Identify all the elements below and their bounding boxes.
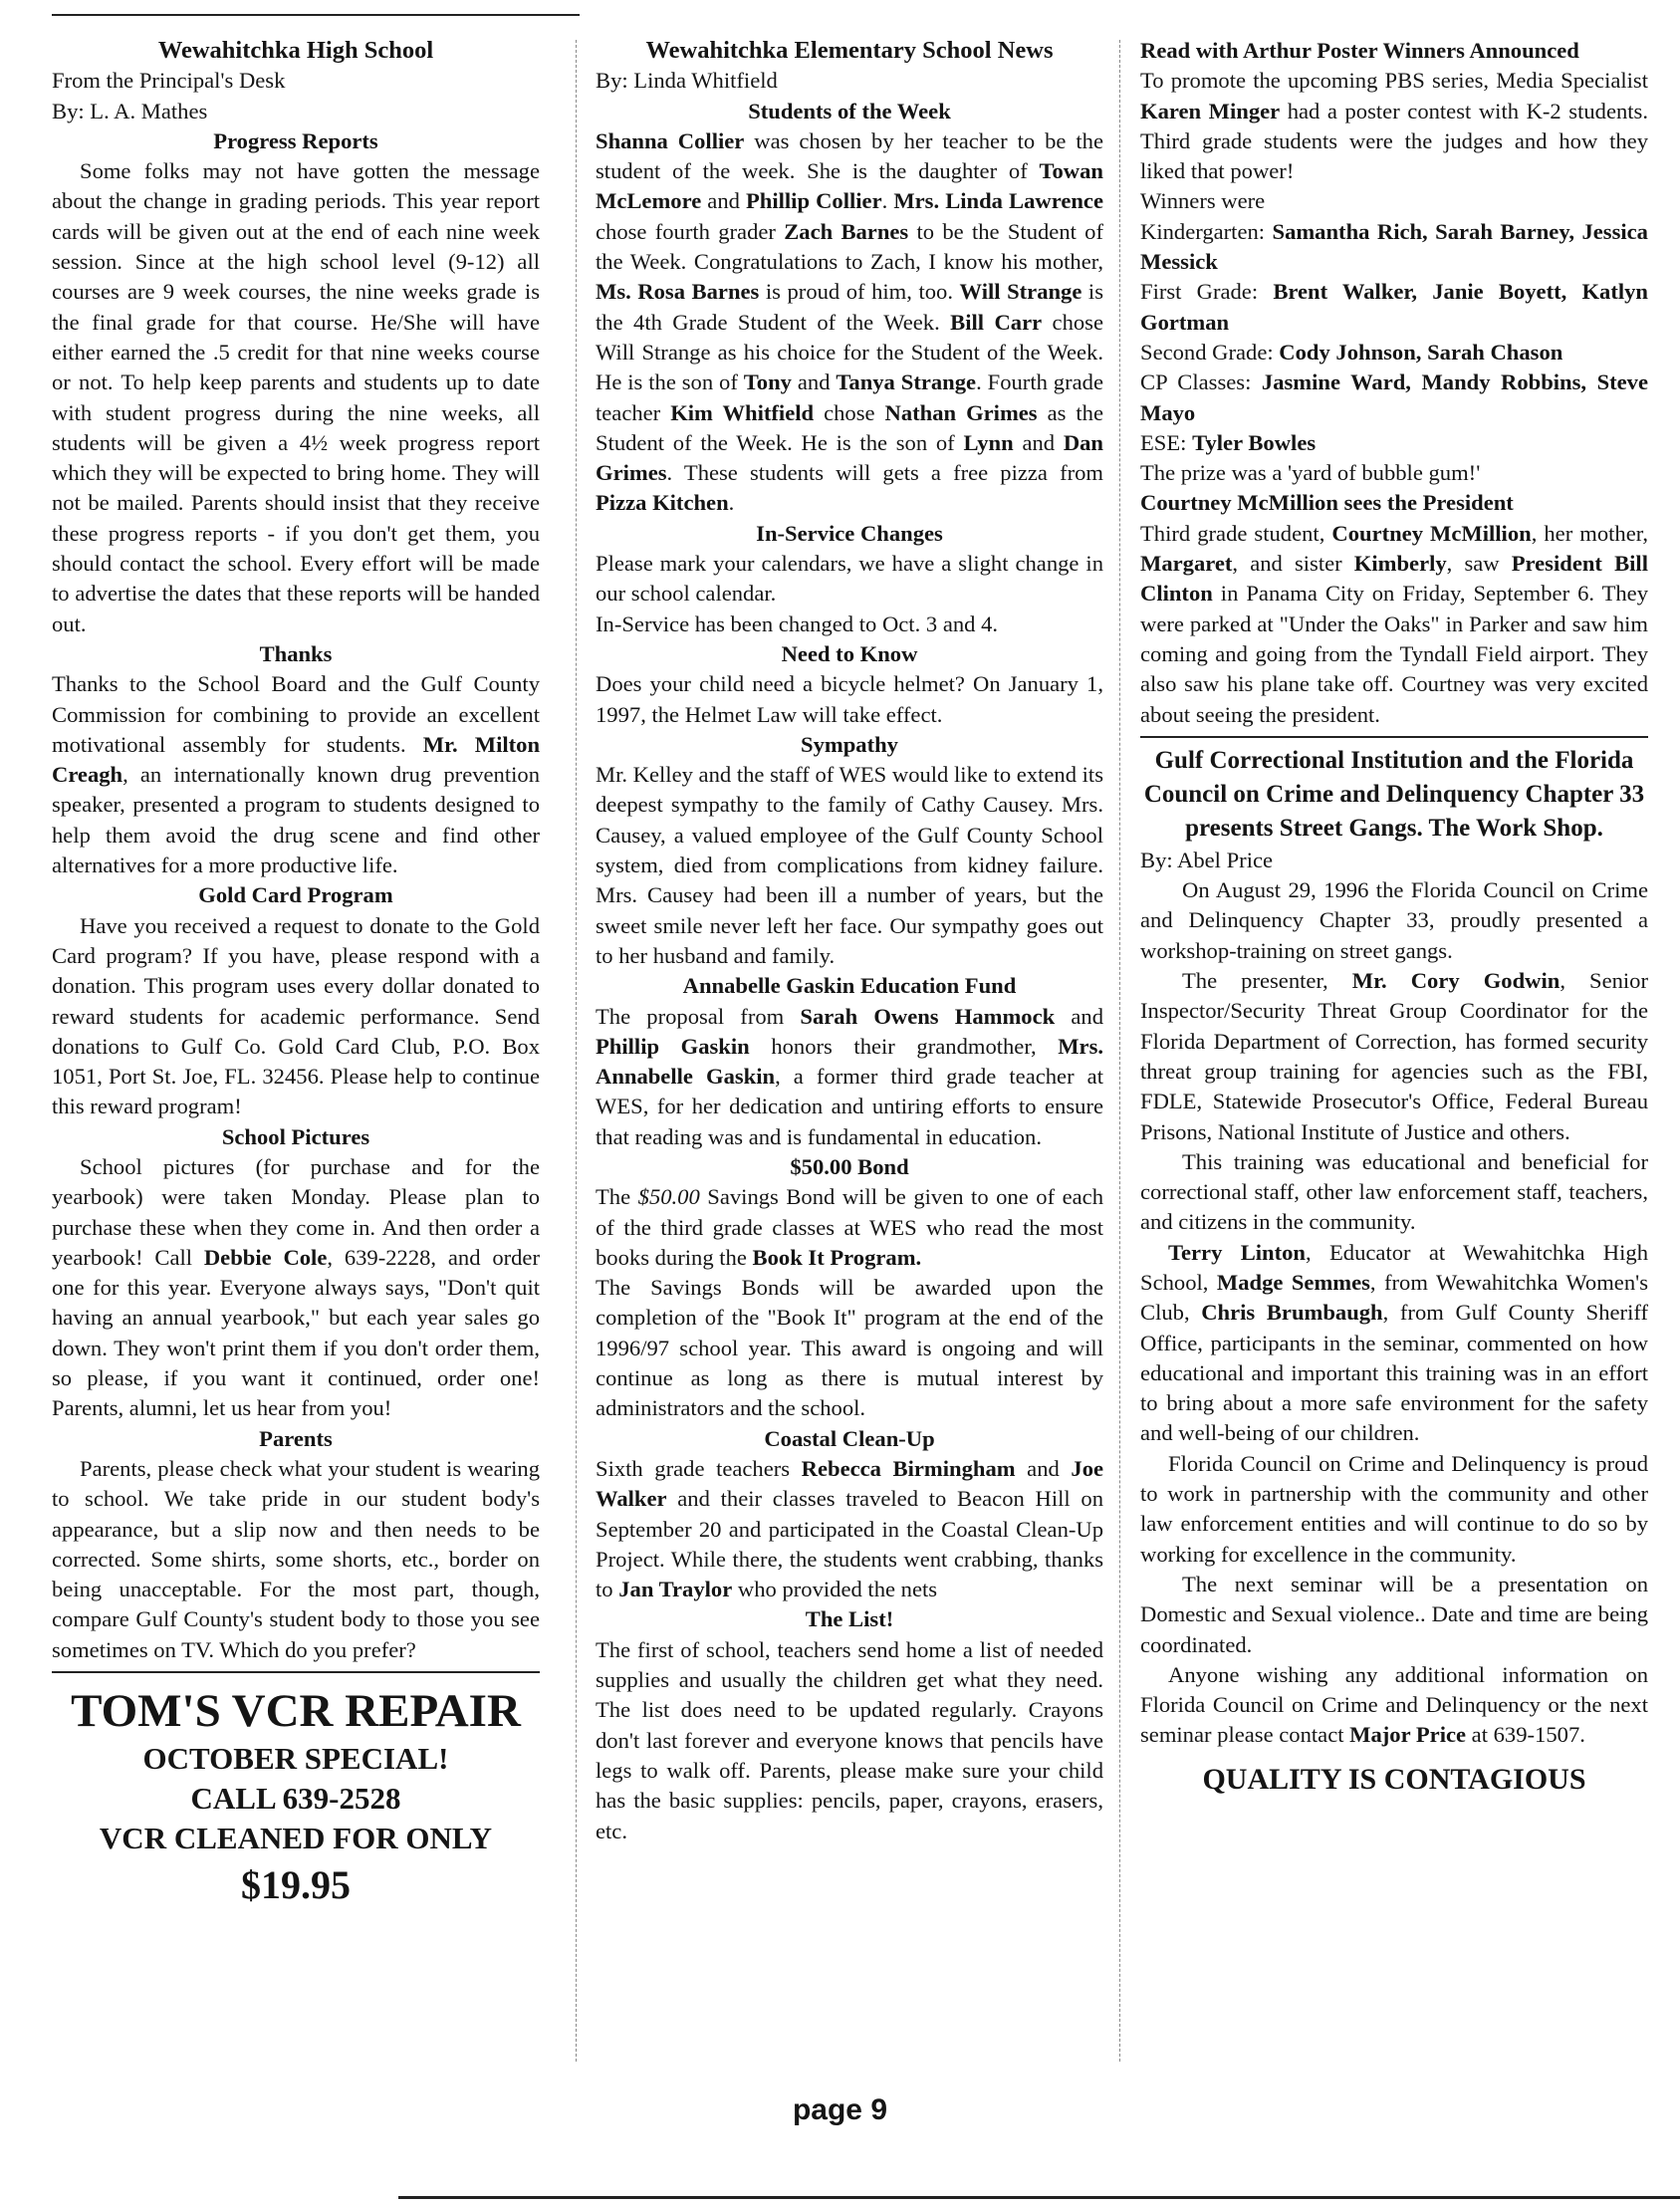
winners-label: Winners were xyxy=(1140,188,1266,214)
section-heading-coastal: Coastal Clean-Up xyxy=(764,1425,935,1451)
gci-paragraph-4: Terry Linton, Educator at Wewahitchka High School, Madge Semmes, from Wewahitchka Women's Club, Chris Brumbaugh, from Gulf County Sheriff Office, participants in the seminar, commented on how educational and important this training was in an effort to bring about a more safe environment for the safety and well-being of our children. xyxy=(1140,1239,1648,1446)
section-heading-inservice: In-Service Changes xyxy=(756,520,943,546)
section-text-students-of-week: Shanna Collier was chosen by her teacher to be the student of the week. She is the daughter of Towan McLemore and Phillip Collier. Mrs. Linda Lawrence chose fourth grader Zach Barnes to be the Student of the Week. Congratulations to Zach, I know his mother, Ms. Rosa Barnes is proud of him, too. Will Strange is the 4th Grade Student of the Week. Bill Carr chose Will Strange as his choice for the Student of the Week. He is the son of Tony and Tanya Strange. Fourth grade teacher Kim Whitfield chose Nathan Grimes as the Student of the Week. He is the son of Lynn and Dan Grimes. These students will gets a free pizza from Pizza Kitchen. xyxy=(596,127,1104,516)
vcr-repair-ad xyxy=(52,1683,540,1912)
section-heading-list: The List! xyxy=(805,1606,894,1632)
subtitle: From the Principal's Desk xyxy=(52,68,286,94)
column-divider-1 xyxy=(576,40,577,2062)
winners-cp-classes: CP Classes: Jasmine Ward, Mandy Robbins, Steve Mayo xyxy=(1140,369,1649,425)
article-title: Wewahitchka Elementary School News xyxy=(645,37,1054,64)
byline: By: Linda Whitfield xyxy=(596,68,778,94)
section-text-goldcard: Have you received a request to donate to the Gold Card program? If you have, please respond with a donation. This program uses every dollar donated to reward students for academic performance. Send donations to Gulf Co. Gold Card Club, P.O. Box 1051, Port St. Joe, FL. 32456. Please help to continue this reward program! xyxy=(52,912,540,1119)
section-text-inservice-2: In-Service has been changed to Oct. 3 and 4. xyxy=(596,611,999,636)
section-heading-mcmillion: Courtney McMillion sees the President xyxy=(1140,490,1514,516)
section-text-progress: Some folks may not have gotten the message about the change in grading periods. This year report cards will be given out at the end of each nine week session. Since at the high school level (9-12) all courses are 9 week courses, the nine weeks grade is the final grade for that course. He/She will have either earned the .5 credit for that nine weeks course or not. To help keep parents and students up to date with student progress during the nine weeks, all students will be given a 4½ week progress report which they will be expected to bring home. They will not be mailed. Parents should insist that they receive these progress reports - if you don't get them, you should contact the school. Every effort will be made to advertise the dates that these reports will be handed out. xyxy=(52,158,540,636)
column-right xyxy=(1140,36,1648,1799)
section-heading-gaskin-fund: Annabelle Gaskin Education Fund xyxy=(682,973,1017,999)
section-heading-arthur: Read with Arthur Poster Winners Announced xyxy=(1140,38,1579,63)
byline: By: L. A. Mathes xyxy=(52,98,208,123)
top-rule xyxy=(52,14,580,16)
section-heading-sympathy: Sympathy xyxy=(801,731,898,757)
section-heading-thanks: Thanks xyxy=(259,640,333,666)
ad-phone: CALL 639-2528 xyxy=(190,1781,401,1817)
section-text-list: The first of school, teachers send home a list of needed supplies and usually the children get what they need. The list does need to be updated regularly. Crayons don't last forever and everyone knows that pencils have legs to walk off. Parents, please make sure your child has the basic supplies: pencils, paper, crayons, erasers, etc. xyxy=(596,1636,1103,1843)
section-text-arthur: To promote the upcoming PBS series, Media Specialist Karen Minger had a poster contest with K-2 students. Third grade students were the judges and how they liked that power! xyxy=(1140,68,1648,184)
ad-price: $19.95 xyxy=(241,1862,351,1908)
page-number: page 9 xyxy=(792,2093,888,2126)
prize-text: The prize was a 'yard of bubble gum!' xyxy=(1140,460,1481,486)
section-text-coastal: Sixth grade teachers Rebecca Birmingham and Joe Walker and their classes traveled to Beacon Hill on September 20 and participated in the Coastal Clean-Up Project. While there, the students went crabbing, thanks to Jan Traylor who provided the nets xyxy=(596,1455,1104,1602)
section-heading-progress: Progress Reports xyxy=(213,127,378,153)
byline: By: Abel Price xyxy=(1140,847,1274,872)
gci-paragraph-3: This training was educational and beneficial for correctional staff, other law enforcement staff, teachers, and citizens in the community. xyxy=(1140,1148,1648,1235)
section-heading-need-to-know: Need to Know xyxy=(781,640,918,666)
ad-divider xyxy=(52,1671,540,1673)
section-heading-parents: Parents xyxy=(259,1425,333,1451)
winners-kindergarten: Kindergarten: Samantha Rich, Sarah Barney, Jessica Messick xyxy=(1140,218,1648,275)
section-text-thanks: Thanks to the School Board and the Gulf County Commission for combining to provide an excellent motivational assembly for students. Mr. Milton Creagh, an internationally known drug prevention speaker, presented a program to students designed to help them avoid the drug scene and find other alternatives for a more productive life. xyxy=(52,671,541,878)
column-high-school xyxy=(52,36,540,1912)
slogan: QUALITY IS CONTAGIOUS xyxy=(1202,1762,1586,1796)
gci-paragraph-6: The next seminar will be a presentation on Domestic and Sexual violence.. Date and time are being coordinated. xyxy=(1140,1571,1648,1657)
article-divider xyxy=(1140,736,1648,738)
bottom-rule xyxy=(398,2196,1680,2199)
section-text-need-to-know: Does your child need a bicycle helmet? On January 1, 1997, the Helmet Law will take effect. xyxy=(596,671,1103,727)
section-heading-students-of-week: Students of the Week xyxy=(748,98,951,123)
section-heading-bond: $50.00 Bond xyxy=(790,1153,909,1179)
section-text-parents: Parents, please check what your student is wearing to school. We take pride in our student body's appearance, but a slip now and then needs to be corrected. Some shirts, some shorts, etc., border on being unacceptable. For the most part, though, compare Gulf County's student body to those you see sometimes on TV. Which do you prefer? xyxy=(52,1455,540,1662)
section-text-bond-2: The Savings Bonds will be awarded upon the completion of the "Book It" program at the end of the 1996/97 school year. This award is ongoing and will continue as long as there is mutual interest by administrators and the school. xyxy=(596,1275,1103,1421)
section-text-gaskin-fund: The proposal from Sarah Owens Hammock and Phillip Gaskin honors their grandmother, Mrs. Annabelle Gaskin, a former third grade teacher at WES, for her dedication and untiring efforts to ensure that reading was and is fundamental in education. xyxy=(596,1003,1104,1149)
gci-paragraph-5: Florida Council on Crime and Delinquency is proud to work in partnership with the community and other law enforcement entities and will continue to do so by working for excellence in the community. xyxy=(1140,1450,1648,1567)
ad-special: OCTOBER SPECIAL! xyxy=(142,1741,449,1777)
gci-paragraph-2: The presenter, Mr. Cory Godwin, Senior Inspector/Security Threat Group Coordinator for the Florida Department of Correction, has formed security threat group training for agencies such as the FBI, FDLE, Statewide Prosecutor's Office, Federal Bureau Prisons, National Institute of Justice and others. xyxy=(1140,968,1648,1144)
section-text-bond: The $50.00 Savings Bond will be given to one of each of the third grade classes at WES who read the most books during the Book It Program. xyxy=(596,1184,1103,1270)
winners-second-grade: Second Grade: Cody Johnson, Sarah Chason xyxy=(1140,339,1563,365)
article-title: Wewahitchka High School xyxy=(157,37,434,64)
column-divider-2 xyxy=(1119,40,1120,2062)
gci-paragraph-1: On August 29, 1996 the Florida Council on Crime and Delinquency Chapter 33, proudly presented a workshop-training on street gangs. xyxy=(1140,877,1648,963)
gci-paragraph-7: Anyone wishing any additional information on Florida Council on Crime and Delinquency or the next seminar please contact Major Price at 639-1507. xyxy=(1140,1661,1648,1748)
section-text-inservice: Please mark your calendars, we have a slight change in our school calendar. xyxy=(596,551,1103,607)
section-text-mcmillion: Third grade student, Courtney McMillion, her mother, Margaret, and sister Kimberly, saw President Bill Clinton in Panama City on Friday, September 6. They were parked at "Under the Oaks" in Parker and saw him coming and going from the Tyndall Field airport. They also saw his plane take off. Courtney was very excited about seeing the president. xyxy=(1140,520,1649,727)
ad-title: TOM'S VCR REPAIR xyxy=(71,1685,521,1738)
ad-offer: VCR CLEANED FOR ONLY xyxy=(99,1821,493,1856)
section-heading-goldcard: Gold Card Program xyxy=(198,882,393,908)
section-text-sympathy: Mr. Kelley and the staff of WES would like to extend its deepest sympathy to the family of Cathy Causey. Mrs. Causey, a valued employee of the Gulf County School system, died from complications from kidney failure. Mrs. Causey had been ill a number of years, but the sweet smile never left her face. Our sympathy goes out to her husband and family. xyxy=(596,762,1103,968)
section-heading-pictures: School Pictures xyxy=(221,1123,370,1149)
section-text-pictures: School pictures (for purchase and for the yearbook) were taken Monday. Please plan to purchase these when they come in. And then order a yearbook! Call Debbie Cole, 639-2228, and order one for this year. Everyone always says, "Don't quit having an annual yearbook," but each year sales go down. They won't print them if you don't order them, so please, if you want it continued, order one! Parents, alumni, let us hear from you! xyxy=(52,1153,540,1421)
winners-first-grade: First Grade: Brent Walker, Janie Boyett, Katlyn Gortman xyxy=(1140,279,1648,335)
winners-ese: ESE: Tyler Bowles xyxy=(1140,429,1317,455)
column-elementary-school xyxy=(596,36,1103,1846)
gci-article-title: Gulf Correctional Institution and the Florida Council on Crime and Delinquency Chapter 33 presents Street Gangs. The Work Shop. xyxy=(1143,746,1645,842)
